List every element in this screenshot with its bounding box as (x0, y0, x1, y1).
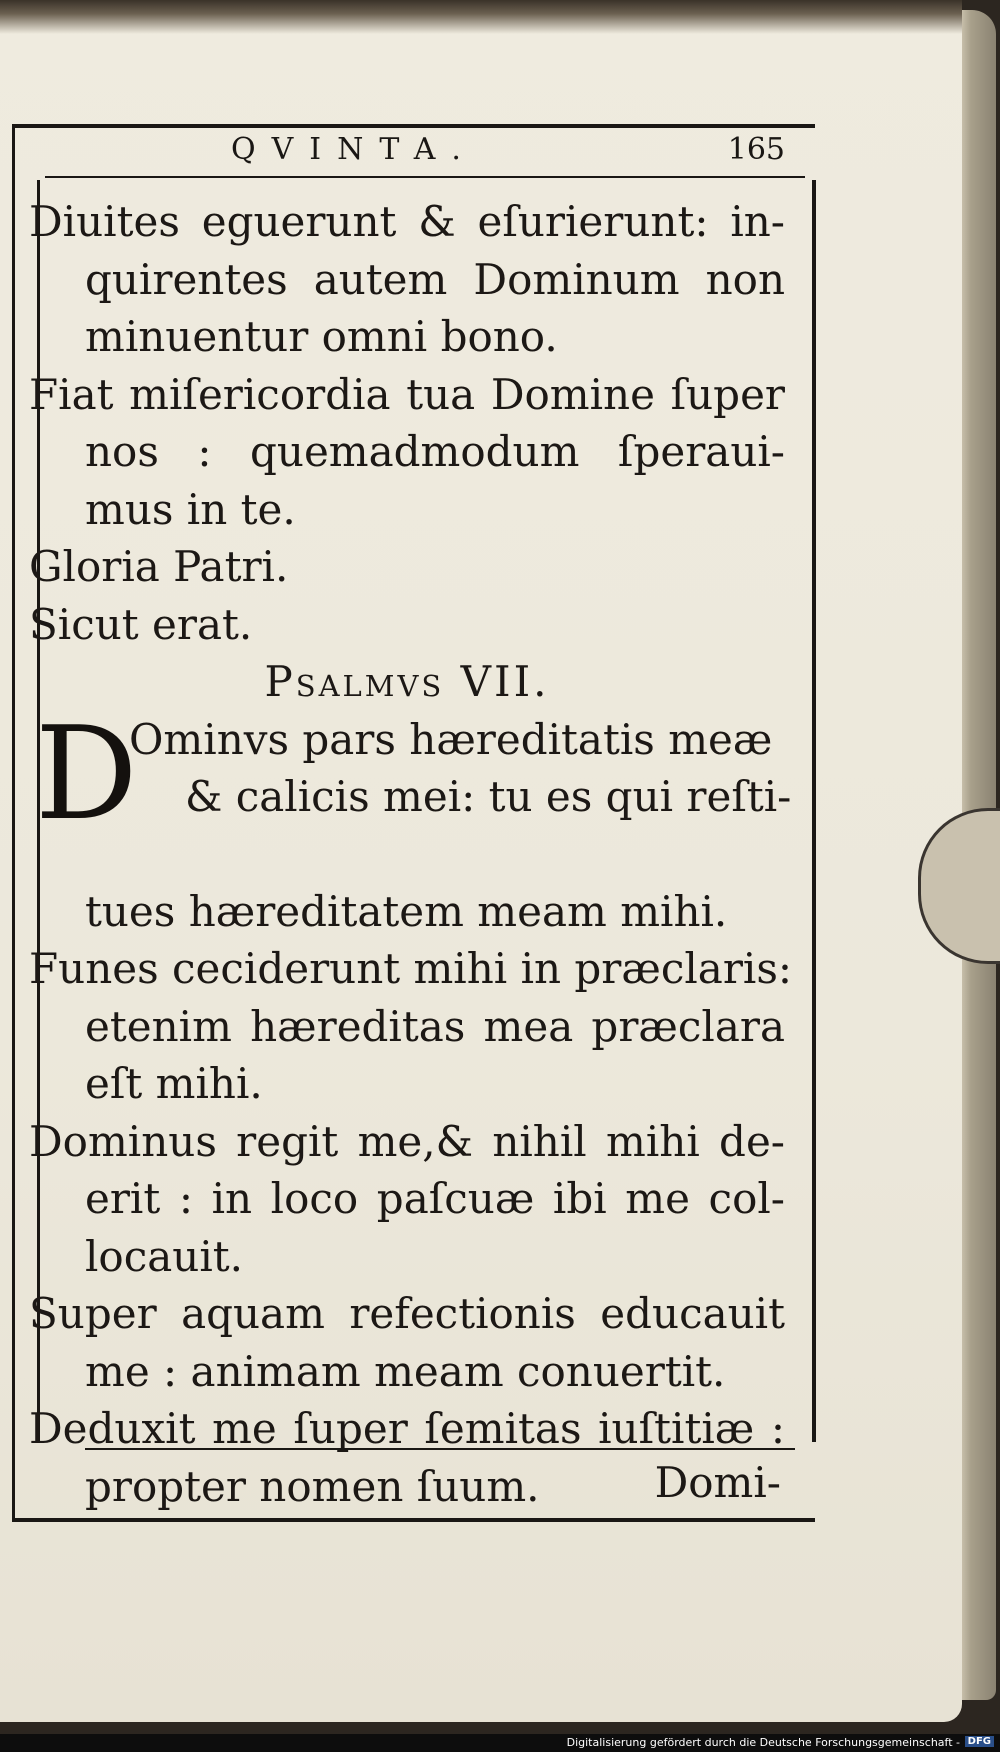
text-line: tues hæreditatem meam mihi. (85, 886, 728, 936)
digitization-credit: Digitalisierung gefördert durch die Deutsche Forschungsgemeinschaft - (566, 1736, 960, 1749)
text-line: eſt mihi. (85, 1059, 263, 1108)
text-frame (12, 124, 815, 1522)
text-line: Gloria Patri. (29, 542, 289, 591)
text-line: Funes ceciderunt mihi in præclaris: (29, 944, 793, 993)
text-line: propter nomen ſuum. (85, 1461, 540, 1511)
text-line: minuentur omni bono. (85, 312, 558, 361)
psalm-heading: Psalmvs VII. (264, 657, 550, 706)
text-line: Diuites eguerunt & eſurierunt: in- (29, 197, 785, 246)
text-line: etenim hæreditas mea præclara (85, 1001, 785, 1051)
text-line: mus in te. (85, 484, 296, 534)
text-line: Dominus regit me,& nihil mihi de- (29, 1116, 785, 1166)
drop-cap: D (35, 699, 138, 849)
running-title: QVINTA. (231, 132, 477, 167)
text-line: & calicis mei: tu es qui reſti- (185, 772, 792, 821)
drop-cap-lines (129, 711, 792, 826)
psalm-opening (29, 699, 792, 883)
bottom-rule (85, 1448, 795, 1450)
text-line: locauit. (85, 1231, 243, 1281)
page-number: 165 (727, 132, 785, 167)
text-line: me : animam meam conuertit. (85, 1346, 726, 1396)
text-line: nos : quemadmodum ſperaui- (85, 427, 785, 476)
text-line: erit : in loco paſcuæ ibi me col- (85, 1174, 785, 1223)
text-block (29, 193, 793, 1515)
running-head (45, 132, 805, 178)
text-line: Ominvs pars hæreditatis meæ (129, 714, 773, 764)
text-line: Super aquam refectionis educauit (29, 1289, 785, 1338)
text-line: Fiat miſericordia tua Domine ſuper (29, 369, 785, 419)
catchword: Domi- (654, 1458, 781, 1507)
text-line: Deduxit me ſuper ſemitas iuſtitiæ : (29, 1404, 785, 1453)
text-line: Sicut erat. (29, 599, 253, 649)
text-line: quirentes autem Dominum non (85, 254, 785, 304)
page-top-shadow (0, 0, 962, 34)
dfg-logo: DFG (965, 1736, 994, 1747)
